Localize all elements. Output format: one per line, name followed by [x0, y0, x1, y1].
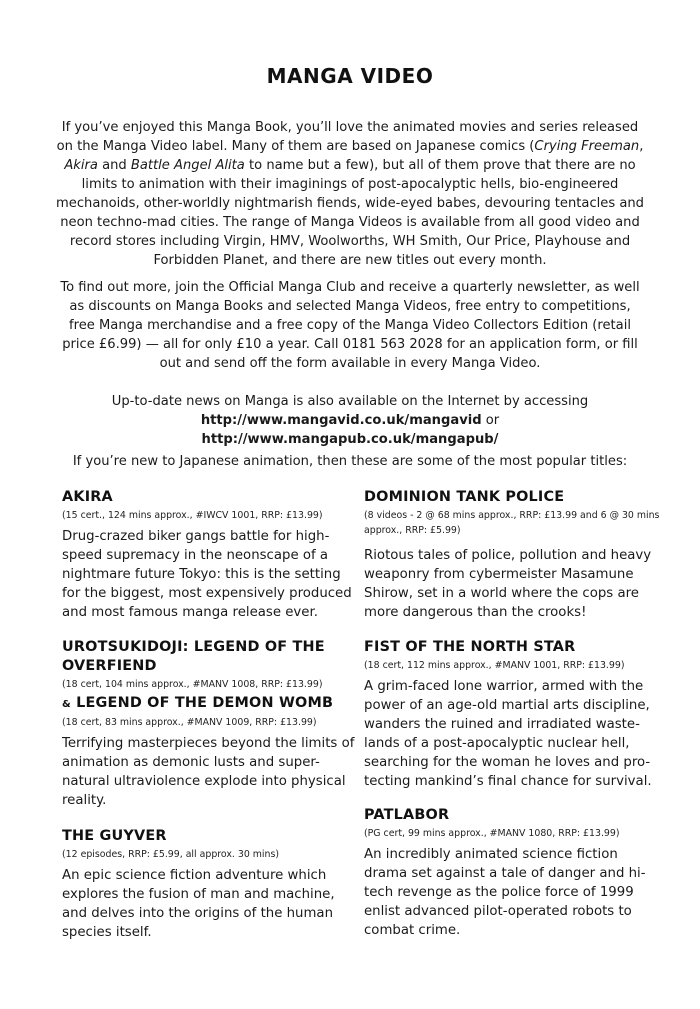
entry-desc: Terrifying masterpieces beyond the limits of animation as demonic lusts and super-natural ultraviolence explode into physical reality.	[62, 736, 355, 808]
entry-meta: (PG cert, 99 mins approx., #MANV 1080, RRP: £13.99)	[364, 828, 620, 839]
entry-desc: A grim-faced lone warrior, armed with the power of an age-old martial arts discipline, wanders the ruined and irradiated waste-lands of a post-apocalyptic nuclear hell, searching for the woman he loves and pro-tecting mankind’s final chance for survival.	[364, 679, 652, 789]
entry-meta: (18 cert, 104 mins approx., #MANV 1008, RRP: £13.99)	[62, 679, 323, 690]
entry-urotsukidoji	[62, 638, 358, 810]
popular-intro: If you’re new to Japanese animation, then these are some of the most popular titles:	[72, 454, 628, 469]
intro-text: ,	[639, 139, 644, 154]
internet-paragraph	[56, 392, 644, 449]
entry-meta: (15 cert., 124 mins approx., #IWCV 1001, RRP: £13.99)	[62, 510, 323, 521]
title-reference: Crying Freeman	[534, 139, 640, 154]
entry-patlabor	[364, 806, 660, 940]
mangapub-link[interactable]: http://www.mangapub.co.uk/mangapub/	[201, 432, 499, 447]
entry-desc: Riotous tales of police, pollution and heavy weaponry from cybermeister Masamune Shirow, set in a world where the cops are more dangerous than the crooks!	[364, 548, 652, 620]
ampersand: &	[62, 699, 71, 710]
page-title: MANGA VIDEO	[266, 64, 434, 88]
or-text: or	[481, 413, 500, 428]
entry-title: AKIRA	[62, 489, 113, 505]
entry-guyver	[62, 827, 358, 942]
title-reference: Akira	[64, 158, 98, 173]
intro-text: If you’ve enjoyed this Manga Book, you’ll love the animated movies and series released on the Manga Video label. Many of them are based on Japanese comics (	[56, 120, 639, 154]
entry-akira	[62, 488, 358, 622]
entry-desc: Drug-crazed biker gangs battle for high-speed supremacy in the neonscape of a nightmare future Tokyo: this is the setting for the biggest, most expensively produced and most famous manga release ever.	[62, 529, 352, 620]
internet-text: Up-to-date news on Manga is also available on the Internet by accessing	[111, 394, 589, 409]
subtitle-text: LEGEND OF THE DEMON WOMB	[76, 695, 334, 711]
mangavid-link[interactable]: http://www.mangavid.co.uk/mangavid	[200, 413, 482, 428]
title-reference: Battle Angel Alita	[130, 158, 245, 173]
entry-meta: (18 cert, 112 mins approx., #MANV 1001, RRP: £13.99)	[364, 660, 625, 671]
intro-paragraph	[56, 118, 644, 270]
entry-title: UROTSUKIDOJI: LEGEND OF THE OVERFIEND	[62, 639, 325, 674]
entry-title: PATLABOR	[364, 807, 450, 823]
entry-fist	[364, 638, 660, 791]
intro-text: to name but a few), but all of them prove that there are no limits to animation with their imaginings of post-apocalyptic hells, bio-engineered mechanoids, other-worldly nightmarish fiends, wide-eyed babes, devouring tentacles and neon techno-mad cities. The range of Manga Videos is available from all good video and record stores including Virgin, HMV, Woolworths, WH Smith, Our Price, Playhouse and Forbidden Planet, and there are new titles out every month.	[56, 158, 644, 268]
entry-title: FIST OF THE NORTH STAR	[364, 639, 576, 655]
entry-meta: (12 episodes, RRP: £5.99, all approx. 30 mins)	[62, 849, 280, 860]
intro-text: and	[97, 158, 131, 173]
entry-desc: An epic science fiction adventure which explores the fusion of man and machine, and delves into the origins of the human species itself.	[62, 868, 335, 940]
entry-meta: (18 cert, 83 mins approx., #MANV 1009, RRP: £13.99)	[62, 717, 317, 728]
entry-meta: (8 videos - 2 @ 68 mins approx., RRP: £13.99 and 6 @ 30 mins approx., RRP: £5.99)	[364, 510, 660, 536]
entry-title: DOMINION TANK POLICE	[364, 489, 565, 505]
entry-subtitle	[62, 694, 358, 714]
entry-dominion	[364, 488, 660, 622]
club-paragraph: To find out more, join the Official Manga Club and receive a quarterly newsletter, as well as discounts on Manga Books and selected Manga Videos, free entry to competitions, free Manga merchandise and a free copy of the Manga Video Collectors Edition (retail price £6.99) — all for only £10 a year. Call 0181 563 2028 for an application form, or fill out and send off the form available in every Manga Video.	[60, 280, 640, 371]
entry-desc: An incredibly animated science fiction drama set against a tale of danger and hi-tech revenge as the police force of 1999 enlist advanced pilot-operated robots to combat crime.	[364, 847, 646, 938]
entry-title: THE GUYVER	[62, 828, 167, 844]
